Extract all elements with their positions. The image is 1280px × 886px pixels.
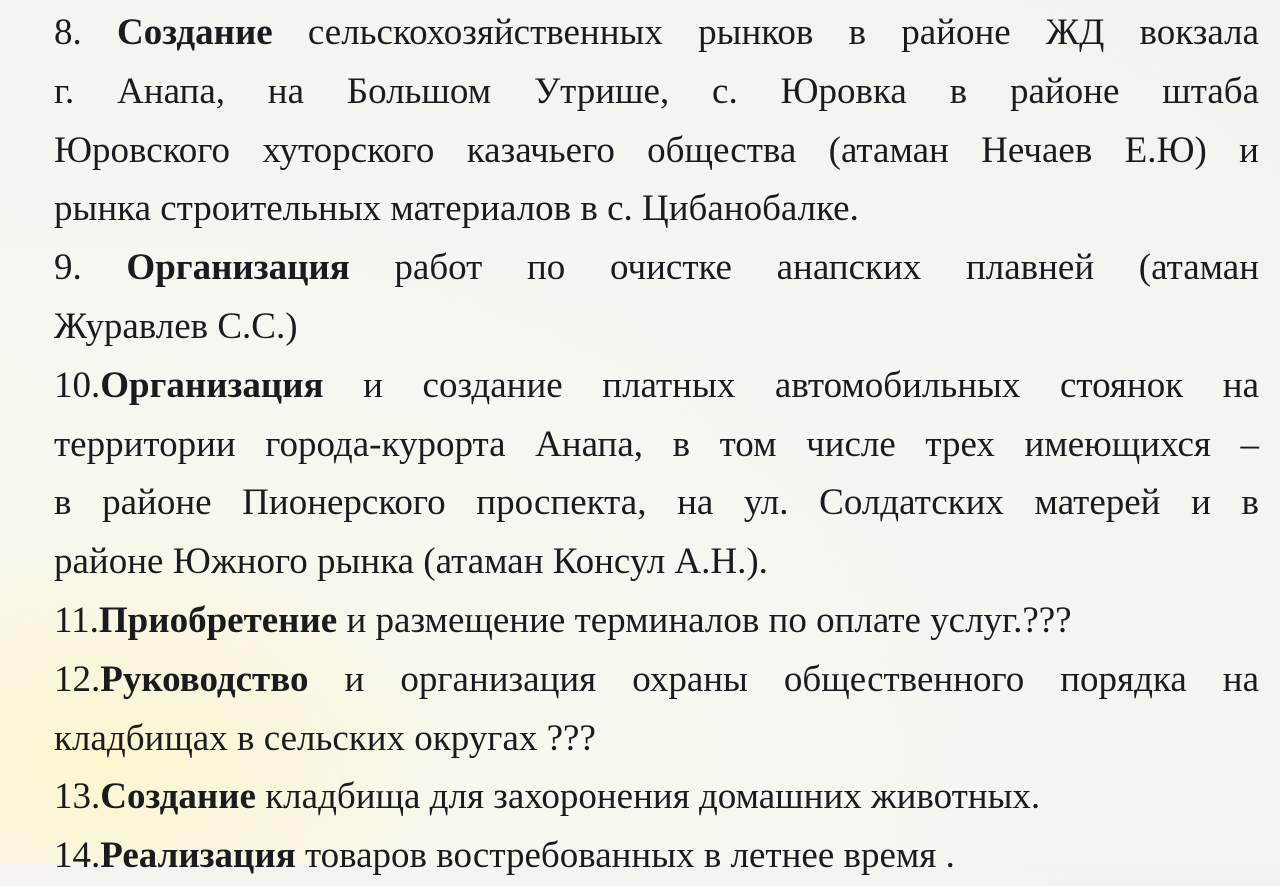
item-number: 12. bbox=[54, 658, 101, 700]
text-line: районе Южного рынка (атаман Консул А.Н.). bbox=[54, 541, 768, 583]
item-lead-word: Создание bbox=[116, 12, 273, 53]
list-item-14 bbox=[54, 827, 1259, 886]
item-text: кладбища для захоронения домашних животных. bbox=[255, 776, 1041, 818]
list-item-9 bbox=[54, 239, 1259, 357]
text-line bbox=[54, 357, 1259, 416]
item-lead-word: Приобретение bbox=[98, 599, 338, 641]
item-number: 14. bbox=[54, 835, 101, 877]
text-line bbox=[54, 768, 1259, 827]
item-number: 9. bbox=[54, 247, 82, 289]
text-line: территории города-курорта Анапа, в том числе трех имеющихся – bbox=[54, 423, 1259, 465]
item-number: 8. bbox=[54, 12, 82, 53]
text-line: в районе Пионерского проспекта, на ул. Солдатских матерей и в bbox=[54, 482, 1259, 524]
text-line bbox=[54, 239, 1259, 298]
list-item-10 bbox=[54, 357, 1259, 592]
text-line: кладбищах в сельских округах ??? bbox=[54, 717, 596, 759]
item-text: сельскохозяйственных рынков в районе ЖД вокзала bbox=[272, 12, 1260, 53]
item-text: и создание платных автомобильных стоянок на bbox=[323, 364, 1259, 406]
list-item-12 bbox=[54, 651, 1259, 769]
list-item-11 bbox=[54, 592, 1259, 651]
item-text: и размещение терминалов по оплате услуг.??? bbox=[337, 599, 1072, 641]
text-line bbox=[54, 592, 1259, 651]
item-number: 13. bbox=[54, 776, 101, 818]
text-line bbox=[54, 4, 1259, 63]
text-line: Журавлев С.С.) bbox=[54, 305, 298, 347]
list-item-13 bbox=[54, 768, 1259, 827]
item-text: работ по очистке анапских плавней (атаман bbox=[349, 247, 1260, 289]
item-text: и организация охраны общественного порядка на bbox=[308, 658, 1259, 700]
document-page bbox=[54, 4, 1259, 886]
text-line bbox=[54, 651, 1259, 710]
item-number: 10. bbox=[54, 364, 101, 406]
item-lead-word: Создание bbox=[100, 776, 256, 818]
item-lead-word: Руководство bbox=[100, 658, 309, 700]
text-line: г. Анапа, на Большом Утрише, с. Юровка в районе штаба bbox=[54, 70, 1259, 112]
item-lead-word: Организация bbox=[100, 364, 324, 406]
text-line: Юровского хуторского казачьего общества (атаман Нечаев Е.Ю) и bbox=[54, 129, 1259, 171]
item-number: 11. bbox=[54, 599, 99, 641]
text-line: рынка строительных материалов в с. Цибанобалке. bbox=[54, 188, 859, 230]
text-line bbox=[54, 827, 1259, 886]
item-lead-word: Реализация bbox=[100, 835, 296, 877]
item-lead-word: Организация bbox=[126, 247, 350, 289]
item-text: товаров востребованных в летнее время . bbox=[295, 835, 955, 877]
list-item-8 bbox=[54, 4, 1259, 239]
